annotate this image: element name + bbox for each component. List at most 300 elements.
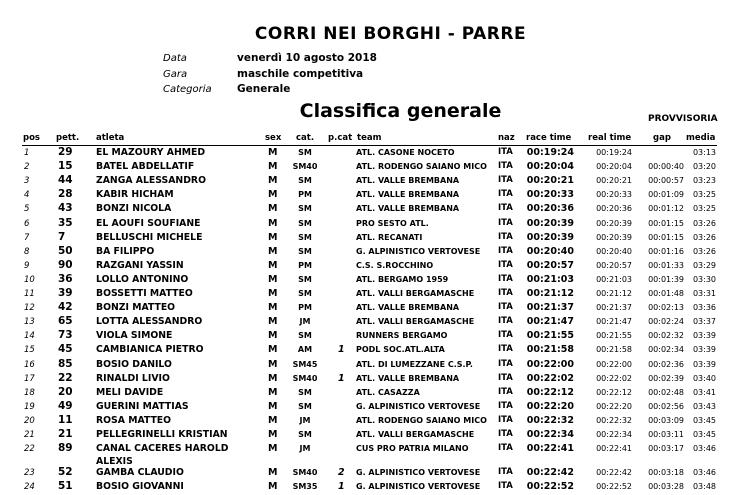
bib-cell: 43 <box>58 202 73 215</box>
sex-cell: M <box>268 273 278 285</box>
pace-cell: 03:36 <box>692 303 716 313</box>
race-time-cell: 00:22:02 <box>526 372 574 384</box>
bib-cell: 22 <box>58 371 73 384</box>
sex-cell: M <box>268 245 278 257</box>
race-time-cell: 00:21:03 <box>526 273 574 285</box>
team-cell: ATL. RODENGO SAIANO MICO <box>356 415 487 425</box>
real-time-cell: 00:21:37 <box>596 303 632 313</box>
nation-cell: ITA <box>498 330 513 341</box>
nation-cell: ITA <box>498 217 513 228</box>
category-cell: SM <box>298 387 312 397</box>
real-time-cell: 00:20:39 <box>596 218 632 228</box>
race-time-cell: 00:20:39 <box>526 217 574 229</box>
pace-cell: 03:20 <box>692 162 716 172</box>
nation-cell: ITA <box>498 467 513 478</box>
nation-cell: ITA <box>498 273 513 284</box>
nation-cell: ITA <box>498 386 513 397</box>
table-row <box>0 232 741 246</box>
team-cell: ATL. CASAZZA <box>356 387 420 397</box>
gap-cell: 00:03:11 <box>648 430 684 439</box>
race-time-cell: 00:20:57 <box>526 259 574 271</box>
real-time-cell: 00:20:40 <box>596 246 632 256</box>
gap-cell: 00:02:24 <box>648 317 684 327</box>
gap-cell: 00:03:28 <box>648 482 684 492</box>
col-team-header: team <box>357 133 382 143</box>
race-time-cell: 00:21:12 <box>526 288 574 299</box>
table-row <box>0 442 741 468</box>
position-cell: 12 <box>24 303 35 314</box>
athlete-cell: RAZGANI YASSIN <box>96 259 184 271</box>
col-race-time-header: race time <box>526 133 572 143</box>
team-cell: ATL. RECANATI <box>356 232 423 242</box>
athlete-cell: EL AOUFI SOUFIANE <box>96 217 201 229</box>
table-row <box>0 429 741 443</box>
athlete-cell: PELLEGRINELLI KRISTIAN <box>96 429 228 440</box>
pace-cell: 03:30 <box>692 274 716 284</box>
category-cell: SM35 <box>292 482 318 492</box>
sex-cell: M <box>268 414 278 426</box>
category-cell: SM40 <box>292 162 318 172</box>
provisional-status: PROVVISORIA <box>648 114 718 124</box>
table-row <box>0 147 741 161</box>
team-cell: ATL. BERGAMO 1959 <box>356 274 449 284</box>
team-cell: G. ALPINISTICO VERTOVESE <box>356 482 481 492</box>
gap-cell: 00:00:57 <box>648 176 684 186</box>
category-cell: SM <box>298 274 312 284</box>
bib-cell: 49 <box>58 399 73 412</box>
col-bib-header: pett. <box>56 133 80 143</box>
pace-cell: 03:29 <box>692 260 716 270</box>
pace-cell: 03:41 <box>692 387 716 397</box>
athlete-cell: EL MAZOURY AHMED <box>96 147 206 158</box>
nation-cell: ITA <box>498 372 513 383</box>
race-time-cell: 00:22:00 <box>526 358 574 370</box>
bib-cell: 11 <box>58 413 73 426</box>
race-time-cell: 00:22:42 <box>526 467 574 479</box>
team-cell: G. ALPINISTICO VERTOVESE <box>356 468 481 478</box>
gap-cell: 00:01:12 <box>648 204 684 214</box>
table-row <box>0 203 741 217</box>
sex-cell: M <box>268 481 278 493</box>
real-time-cell: 00:21:47 <box>596 317 632 327</box>
gap-cell: 00:01:33 <box>648 260 684 270</box>
race-time-cell: 00:19:24 <box>526 147 574 158</box>
table-row <box>0 401 741 415</box>
pace-cell: 03:23 <box>692 176 716 186</box>
team-cell: G. ALPINISTICO VERTOVESE <box>356 401 481 411</box>
sex-cell: M <box>268 189 278 201</box>
race-time-cell: 00:20:21 <box>526 175 574 187</box>
gap-cell: 00:02:39 <box>648 373 684 383</box>
bib-cell: 89 <box>58 442 73 455</box>
athlete-cell: BONZI NICOLA <box>96 203 172 215</box>
athlete-cell: MELI DAVIDE <box>96 386 164 398</box>
table-row <box>0 302 741 316</box>
team-cell: ATL. VALLE BREMBANA <box>356 176 460 186</box>
team-cell: ATL. VALLI BERGAMASCHE <box>356 317 475 327</box>
athlete-cell: GAMBA CLAUDIO <box>96 467 184 479</box>
team-cell: ATL. VALLE BREMBANA <box>356 303 460 313</box>
position-cell: 11 <box>24 289 35 299</box>
bib-cell: 20 <box>58 385 73 398</box>
bib-cell: 85 <box>58 357 73 370</box>
table-row <box>0 415 741 429</box>
gap-cell: 00:00:40 <box>648 162 684 172</box>
table-row <box>0 288 741 302</box>
category-value: Generale <box>237 83 291 95</box>
gap-cell: 00:01:15 <box>648 232 684 242</box>
sex-cell: M <box>268 429 278 440</box>
nation-cell: ITA <box>498 481 513 492</box>
real-time-cell: 00:20:36 <box>596 204 632 214</box>
nation-cell: ITA <box>498 231 513 242</box>
bib-cell: 65 <box>58 315 73 328</box>
nation-cell: ITA <box>498 189 513 200</box>
real-time-cell: 00:20:21 <box>596 176 632 186</box>
gap-cell: 00:01:48 <box>648 289 684 298</box>
sex-cell: M <box>268 288 278 299</box>
team-cell: ATL. VALLE BREMBANA <box>356 190 460 200</box>
athlete-cell: BELLUSCHI MICHELE <box>96 231 203 243</box>
pace-cell: 03:26 <box>692 232 716 242</box>
pace-cell: 03:39 <box>692 345 716 355</box>
team-cell: RUNNERS BERGAMO <box>356 331 448 341</box>
col-pcat-header: p.cat <box>328 133 353 143</box>
table-row <box>0 330 741 344</box>
position-cell: 13 <box>24 317 35 328</box>
position-cell: 15 <box>24 345 35 356</box>
sex-cell: M <box>268 147 278 158</box>
col-nation-header: naz <box>498 133 515 143</box>
category-cell: SM <box>298 204 312 214</box>
position-cell: 19 <box>24 401 35 412</box>
position-cell: 3 <box>24 176 30 187</box>
race-time-cell: 00:22:12 <box>526 386 574 398</box>
category-cell: JM <box>299 317 311 327</box>
race-value: maschile competitiva <box>237 68 364 80</box>
sex-cell: M <box>268 386 278 398</box>
race-time-cell: 00:21:47 <box>526 316 574 328</box>
race-time-cell: 00:22:41 <box>526 443 574 455</box>
sex-cell: M <box>268 203 278 215</box>
pace-cell: 03:46 <box>692 444 716 454</box>
gap-cell: 00:02:32 <box>648 331 684 341</box>
position-cell: 16 <box>24 359 35 370</box>
real-time-cell: 00:20:57 <box>596 260 632 270</box>
table-row <box>0 218 741 232</box>
bib-cell: 29 <box>58 146 73 158</box>
col-real-time-header: real time <box>588 133 632 143</box>
col-athlete-header: atleta <box>96 133 125 143</box>
category-position-cell: 1 <box>338 344 345 356</box>
athlete-cell: BA FILIPPO <box>96 245 155 257</box>
nation-cell: ITA <box>498 147 513 157</box>
gap-cell: 00:02:56 <box>648 401 684 411</box>
category-cell: SM45 <box>292 359 318 369</box>
pace-cell: 03:39 <box>692 331 716 341</box>
table-row <box>0 467 741 481</box>
pace-cell: 03:26 <box>692 246 716 256</box>
sex-cell: M <box>268 175 278 187</box>
athlete-cell: BOSIO GIOVANNI <box>96 481 184 493</box>
date-label: Data <box>163 53 187 64</box>
team-cell: C.S. S.ROCCHINO <box>356 260 434 270</box>
col-pace-header: media <box>686 133 716 143</box>
position-cell: 5 <box>24 204 30 215</box>
category-cell: SM <box>298 218 312 228</box>
position-cell: 2 <box>24 162 30 173</box>
table-row <box>0 387 741 401</box>
athlete-cell: ROSA MATTEO <box>96 414 172 426</box>
gap-cell: 00:02:48 <box>648 387 684 397</box>
category-cell: PM <box>298 303 312 313</box>
table-row <box>0 359 741 373</box>
pace-cell: 03:13 <box>692 148 716 157</box>
real-time-cell: 00:21:55 <box>596 331 632 341</box>
bib-cell: 21 <box>58 428 73 440</box>
position-cell: 1 <box>24 148 30 158</box>
table-row <box>0 175 741 189</box>
sex-cell: M <box>268 372 278 384</box>
sex-cell: M <box>268 330 278 342</box>
bib-cell: 15 <box>58 160 73 173</box>
position-cell: 4 <box>24 190 30 201</box>
pace-cell: 03:45 <box>692 415 716 425</box>
position-cell: 22 <box>24 444 35 455</box>
team-cell: ATL. VALLI BERGAMASCHE <box>356 289 475 298</box>
nation-cell: ITA <box>498 443 513 454</box>
pace-cell: 03:48 <box>692 482 716 492</box>
athlete-cell: BOSSETTI MATTEO <box>96 288 193 299</box>
position-cell: 14 <box>24 331 35 342</box>
team-cell: ATL. DI LUMEZZANE C.S.P. <box>356 359 473 369</box>
gap-cell: 00:03:09 <box>648 415 684 425</box>
gap-cell: 00:02:34 <box>648 345 684 355</box>
pace-cell: 03:46 <box>692 468 716 478</box>
real-time-cell: 00:22:42 <box>596 468 632 478</box>
table-row <box>0 373 741 387</box>
gap-cell: 00:01:09 <box>648 190 684 200</box>
sex-cell: M <box>268 217 278 229</box>
real-time-cell: 00:22:41 <box>596 444 632 454</box>
position-cell: 18 <box>24 387 35 398</box>
gap-cell: 00:02:36 <box>648 359 684 369</box>
race-time-cell: 00:20:33 <box>526 189 574 201</box>
category-cell: PM <box>298 190 312 200</box>
bib-cell: 73 <box>58 329 73 342</box>
team-cell: PODL SOC.ATL.ALTA <box>356 345 445 355</box>
pace-cell: 03:26 <box>692 218 716 228</box>
nation-cell: ITA <box>498 414 513 425</box>
col-gap-header: gap <box>653 133 671 143</box>
nation-cell: ITA <box>498 344 513 355</box>
bib-cell: 36 <box>58 272 73 285</box>
pace-cell: 03:37 <box>692 317 716 327</box>
category-cell: SM <box>298 246 312 256</box>
position-cell: 7 <box>24 232 30 243</box>
header-divider <box>22 145 717 146</box>
bib-cell: 7 <box>58 230 66 243</box>
sex-cell: M <box>268 443 278 455</box>
race-time-cell: 00:22:20 <box>526 400 574 412</box>
gap-cell: 00:02:13 <box>648 303 684 313</box>
nation-cell: ITA <box>498 161 513 172</box>
nation-cell: ITA <box>498 302 513 313</box>
race-time-cell: 00:20:40 <box>526 245 574 257</box>
race-time-cell: 00:22:52 <box>526 481 574 493</box>
bib-cell: 45 <box>58 343 73 356</box>
gap-cell: 00:01:15 <box>648 218 684 228</box>
athlete-cell: KABIR HICHAM <box>96 189 174 201</box>
position-cell: 21 <box>24 430 35 440</box>
athlete-cell: VIOLA SIMONE <box>96 330 173 342</box>
real-time-cell: 00:20:04 <box>596 162 632 172</box>
pace-cell: 03:31 <box>692 289 716 298</box>
team-cell: PRO SESTO ATL. <box>356 218 429 228</box>
col-pos-header: pos <box>23 133 40 143</box>
athlete-cell: ZANGA ALESSANDRO <box>96 175 206 187</box>
nation-cell: ITA <box>498 316 513 327</box>
athlete-cell: LOTTA ALESSANDRO <box>96 316 203 328</box>
real-time-cell: 00:20:33 <box>596 190 632 200</box>
category-cell: SM40 <box>292 373 318 383</box>
athlete-cell: BONZI MATTEO <box>96 302 176 314</box>
pace-cell: 03:40 <box>692 373 716 383</box>
table-row <box>0 274 741 288</box>
athlete-cell: GUERINI MATTIAS <box>96 400 189 412</box>
athlete-cell: BOSIO DANILO <box>96 358 172 370</box>
real-time-cell: 00:21:03 <box>596 274 632 284</box>
category-cell: SM <box>298 176 312 186</box>
team-cell: ATL. VALLE BREMBANA <box>356 373 460 383</box>
real-time-cell: 00:20:39 <box>596 232 632 242</box>
position-cell: 24 <box>24 482 35 493</box>
position-cell: 9 <box>24 260 30 271</box>
sex-cell: M <box>268 316 278 328</box>
team-cell: CUS PRO PATRIA MILANO <box>356 444 469 454</box>
bib-cell: 90 <box>58 258 73 271</box>
nation-cell: ITA <box>498 203 513 214</box>
race-time-cell: 00:22:32 <box>526 414 574 426</box>
position-cell: 10 <box>24 274 35 285</box>
gap-cell: 00:03:18 <box>648 468 684 478</box>
position-cell: 23 <box>24 468 35 479</box>
nation-cell: ITA <box>498 288 513 298</box>
athlete-cell: CAMBIANICA PIETRO <box>96 344 204 356</box>
athlete-cell: LOLLO ANTONINO <box>96 273 189 285</box>
table-row <box>0 260 741 274</box>
sex-cell: M <box>268 358 278 370</box>
athlete-cell: RINALDI LIVIO <box>96 372 170 384</box>
table-row <box>0 344 741 358</box>
category-cell: SM <box>298 289 312 298</box>
athlete-cell-continued: ALEXIS <box>96 456 133 468</box>
race-time-cell: 00:21:55 <box>526 330 574 342</box>
category-label: Categoria <box>163 84 212 95</box>
sex-cell: M <box>268 400 278 412</box>
pace-cell: 03:45 <box>692 430 716 439</box>
real-time-cell: 00:22:12 <box>596 387 632 397</box>
position-cell: 6 <box>24 218 30 229</box>
pace-cell: 03:43 <box>692 401 716 411</box>
nation-cell: ITA <box>498 259 513 270</box>
team-cell: ATL. CASONE NOCETO <box>356 148 455 157</box>
real-time-cell: 00:22:52 <box>596 482 632 492</box>
race-time-cell: 00:21:58 <box>526 344 574 356</box>
event-title: CORRI NEI BORGHI - PARRE <box>254 24 527 44</box>
pace-cell: 03:25 <box>692 190 716 200</box>
bib-cell: 42 <box>58 301 73 314</box>
race-time-cell: 00:22:34 <box>526 429 574 440</box>
real-time-cell: 00:22:32 <box>596 415 632 425</box>
team-cell: ATL. RODENGO SAIANO MICO <box>356 162 487 172</box>
date-value: venerdì 10 agosto 2018 <box>237 52 377 64</box>
bib-cell: 51 <box>58 480 73 493</box>
pace-cell: 03:39 <box>692 359 716 369</box>
category-position-cell: 1 <box>338 372 345 384</box>
position-cell: 8 <box>24 246 30 257</box>
category-cell: SM40 <box>292 468 318 478</box>
category-position-cell: 2 <box>338 467 345 479</box>
table-row <box>0 246 741 260</box>
position-cell: 20 <box>24 415 35 426</box>
category-cell: SM <box>298 232 312 242</box>
category-cell: AM <box>297 345 313 355</box>
ranking-heading: Classifica generale <box>299 100 502 122</box>
gap-cell: 00:01:39 <box>648 274 684 284</box>
bib-cell: 44 <box>58 174 73 187</box>
category-cell: SM <box>298 148 312 157</box>
category-cell: SM <box>298 401 312 411</box>
category-cell: JM <box>299 415 311 425</box>
real-time-cell: 00:21:12 <box>596 289 632 298</box>
race-time-cell: 00:21:37 <box>526 302 574 314</box>
table-row <box>0 481 741 495</box>
team-cell: ATL. VALLI BERGAMASCHE <box>356 430 475 439</box>
nation-cell: ITA <box>498 358 513 369</box>
sex-cell: M <box>268 302 278 314</box>
sex-cell: M <box>268 161 278 173</box>
real-time-cell: 00:22:00 <box>596 359 632 369</box>
category-cell: PM <box>298 260 312 270</box>
sex-cell: M <box>268 344 278 356</box>
real-time-cell: 00:19:24 <box>596 148 632 157</box>
category-cell: SM <box>298 331 312 341</box>
category-cell: JM <box>299 444 311 454</box>
nation-cell: ITA <box>498 245 513 256</box>
gap-cell: 00:03:17 <box>648 444 684 454</box>
nation-cell: ITA <box>498 429 513 439</box>
table-row <box>0 316 741 330</box>
category-position-cell: 1 <box>338 481 345 493</box>
gap-cell: 00:01:16 <box>648 246 684 256</box>
sex-cell: M <box>268 467 278 479</box>
bib-cell: 35 <box>58 216 73 229</box>
athlete-cell: BATEL ABDELLATIF <box>96 161 195 173</box>
team-cell: ATL. VALLE BREMBANA <box>356 204 460 214</box>
team-cell: G. ALPINISTICO VERTOVESE <box>356 246 481 256</box>
race-time-cell: 00:20:04 <box>526 161 574 173</box>
col-cat-header: cat. <box>296 133 315 143</box>
real-time-cell: 00:22:20 <box>596 401 632 411</box>
race-label: Gara <box>163 69 188 80</box>
table-row <box>0 161 741 175</box>
category-cell: SM <box>298 430 312 439</box>
bib-cell: 39 <box>58 287 73 299</box>
table-row <box>0 189 741 203</box>
bib-cell: 50 <box>58 244 73 257</box>
athlete-cell: CANAL CACERES HAROLD <box>96 443 229 455</box>
